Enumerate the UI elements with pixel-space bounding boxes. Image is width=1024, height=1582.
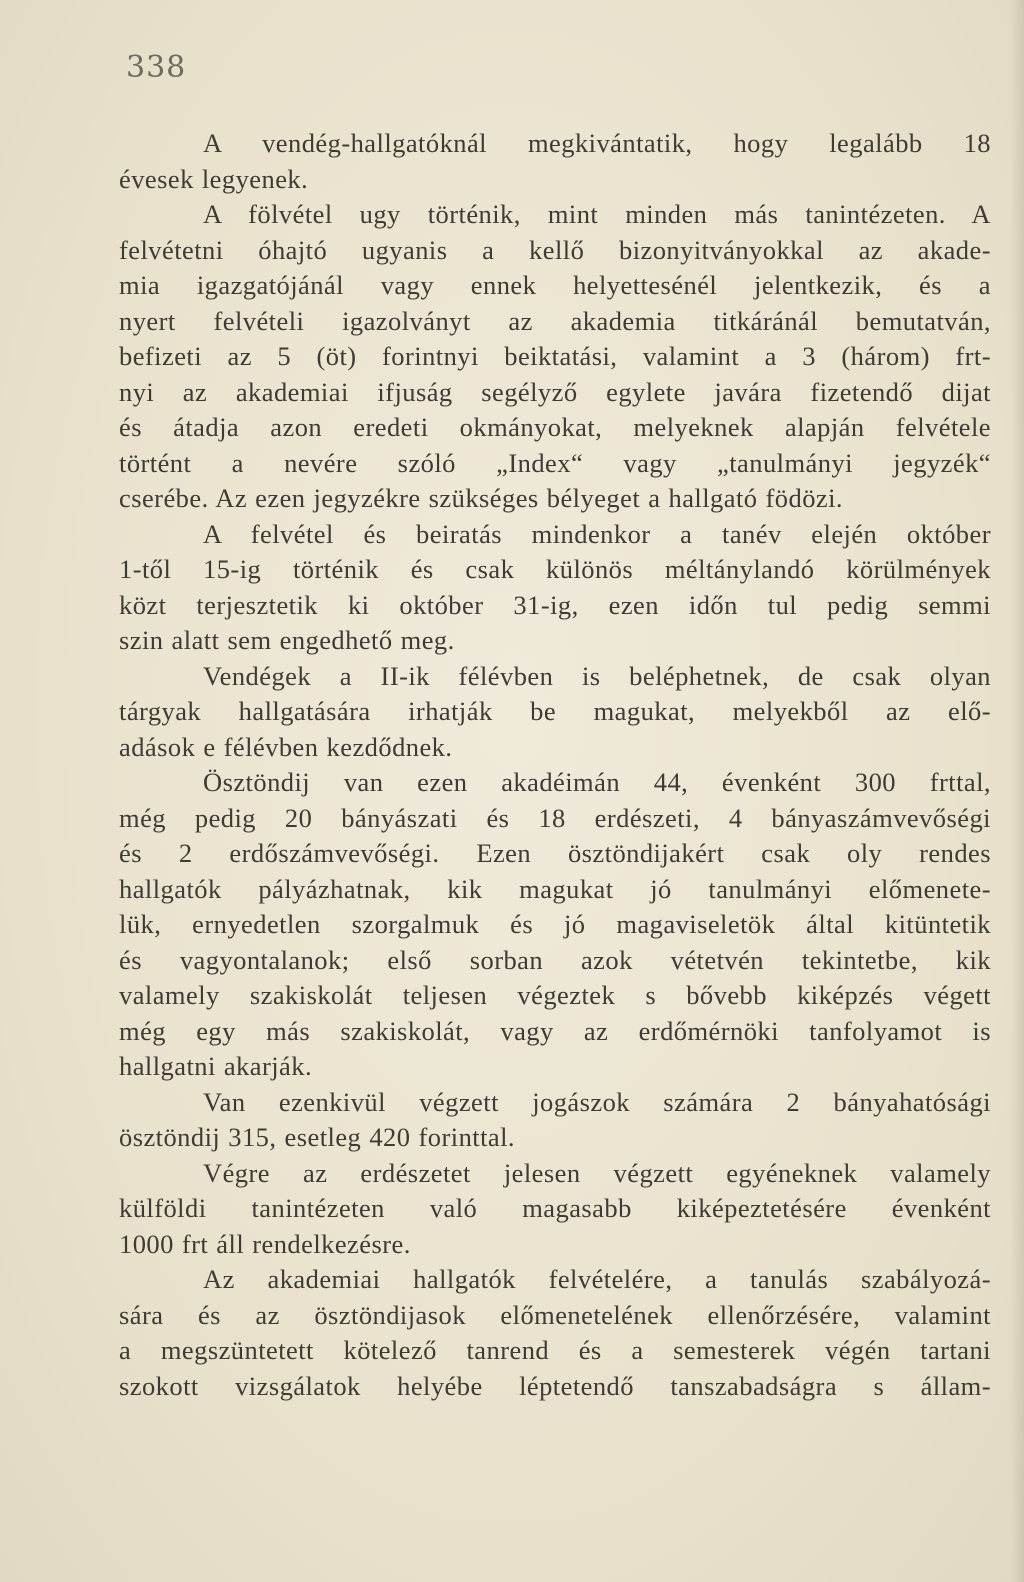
text-line: külföldi tanintézeten való magasabb kiképeztetésére évenként (119, 1193, 991, 1223)
text-line: 1-től 15-ig történik és csak különös méltánylandó körülmények (119, 554, 991, 584)
text-line: és vagyontalanok; első sorban azok vétetvén tekintetbe, kik (119, 944, 991, 975)
text-line: tárgyak hallgatására irhatják be magukat, melyekből az elő- (119, 696, 991, 726)
text-line: még egy más szakiskolát, vagy az erdőmérnöki tanfolyamot is (119, 1015, 991, 1046)
text-line: hallgatók pályázhatnak, kik magukat jó tanulmányi előmenete- (119, 873, 991, 904)
text-line: cserébe. Az ezen jegyzékre szükséges bélyeget a hallgató födözi. (119, 483, 844, 513)
text-line: A felvétel és beiratás mindenkor a tanév elején október (203, 518, 991, 549)
text-line: valamely szakiskolát teljesen végeztek s bővebb kiképzés végett (119, 980, 991, 1010)
text-line: ösztöndij 315, esetleg 420 forinttal. (119, 1122, 515, 1152)
text-line: sára és az ösztöndijasok előmenetelének ellenőrzésére, valamint (119, 1299, 991, 1330)
text-line: adások e félévben kezdődnek. (119, 731, 453, 762)
text-line: és 2 erdőszámvevőségi. Ezen ösztöndijakért csak oly rendes (119, 838, 991, 868)
text-line: közt terjesztetik ki október 31-ig, ezen időn tul pedig semmi (119, 589, 991, 620)
text-line: Végre az erdészetet jelesen végzett egyéneknek valamely (203, 1157, 991, 1188)
text-line: befizeti az 5 (öt) forintnyi beiktatási, valamint a 3 (három) frt- (119, 341, 991, 371)
text-line: lük, ernyedetlen szorgalmuk és jó magaviseletök által kitüntetik (119, 909, 991, 939)
text-line: a megszüntetett kötelező tanrend és a semesterek végén tartani (119, 1335, 991, 1365)
text-line: Van ezenkivül végzett jogászok számára 2 bányahatósági (203, 1086, 991, 1117)
page-edge-shadow (1010, 0, 1024, 1582)
page-number: 338 (126, 50, 187, 85)
text-line: történt a nevére szóló „Index“ vagy „tanulmányi jegyzék“ (119, 447, 991, 478)
text-line: még pedig 20 bányászati és 18 erdészeti, 4 bányaszámvevőségi (119, 802, 991, 833)
text-line: mia igazgatójánál vagy ennek helyettesénél jelentkezik, és a (119, 270, 991, 300)
text-line: hallgatni akarják. (119, 1051, 313, 1081)
text-line: Ösztöndij van ezen akadéimán 44, évenként 300 frttal, (203, 767, 991, 797)
text-line: A fölvétel ugy történik, mint minden más tanintézeten. A (203, 199, 991, 229)
body-text (119, 126, 991, 1404)
text-line: évesek legyenek. (119, 163, 309, 194)
text-line: és átadja azon eredeti okmányokat, melyeknek alapján felvétele (119, 412, 991, 442)
text-line: Vendégek a II-ik félévben is beléphetnek, de csak olyan (203, 660, 991, 691)
text-line: 1000 frt áll rendelkezésre. (119, 1228, 411, 1259)
text-line: Az akademiai hallgatók felvételére, a tanulás szabályozá- (203, 1264, 991, 1294)
text-line: szokott vizsgálatok helyébe léptetendő tanszabadságra s állam- (119, 1370, 991, 1401)
text-line: szin alatt sem engedhető meg. (119, 625, 455, 655)
text-line: nyi az akademiai ifjuság segélyző egylete javára fizetendő dijat (119, 376, 991, 407)
text-line: nyert felvételi igazolványt az akademia titkáránál bemutatván, (119, 305, 991, 336)
text-line: A vendég-hallgatóknál megkivántatik, hogy legalább 18 (203, 128, 991, 158)
text-line: felvétetni óhajtó ugyanis a kellő bizonyitványokkal az akade- (119, 234, 991, 265)
